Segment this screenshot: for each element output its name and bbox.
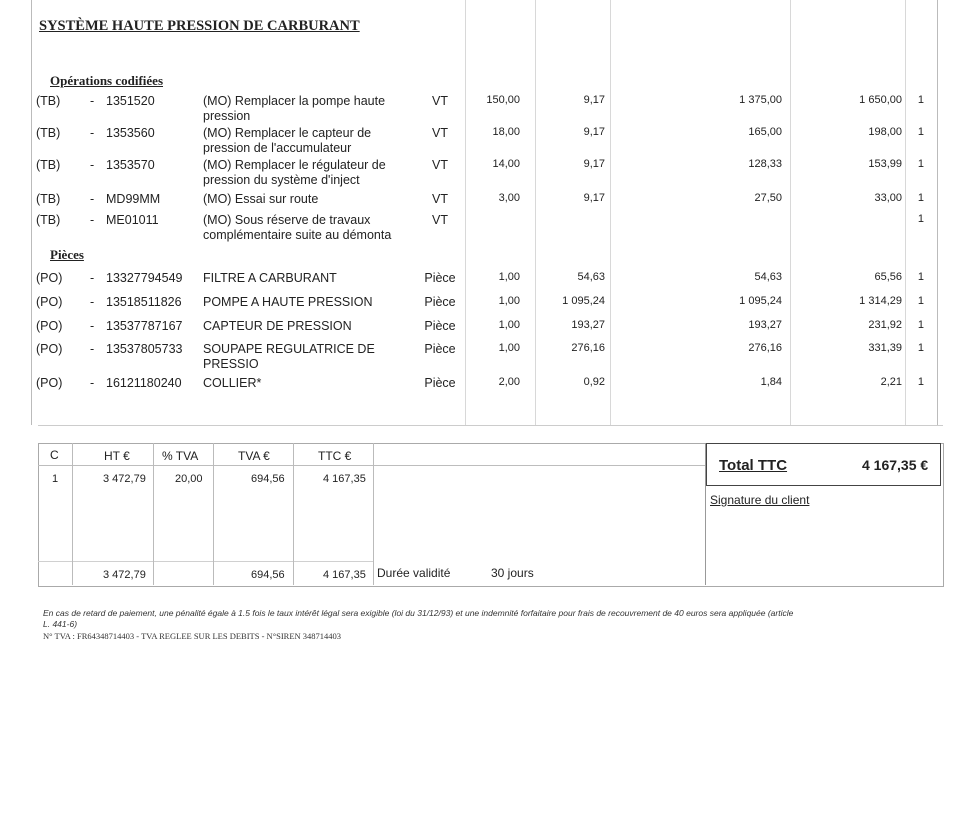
cell-ht: 27,50 [754, 192, 782, 204]
cell-pu: 1 095,24 [562, 295, 605, 307]
cell-dash: - [90, 295, 95, 309]
cell-type: (PO) [36, 376, 63, 390]
cell-unit: VT [432, 158, 448, 172]
cell-desc: (MO) Essai sur route [203, 192, 319, 206]
cell-code: 13327794549 [106, 271, 183, 285]
cell-qty: 150,00 [486, 94, 520, 106]
cell-ht: 54,63 [754, 271, 782, 283]
cell-ttc: 1 650,00 [859, 94, 902, 106]
col-sep [905, 0, 906, 425]
section-title: SYSTÈME HAUTE PRESSION DE CARBURANT [39, 18, 360, 34]
col-sep [790, 0, 791, 425]
cell-tva: 1 [917, 126, 924, 138]
validity-label: Durée validité [377, 566, 451, 580]
cell-tva: 1 [917, 342, 924, 354]
cell-qty: 1,00 [498, 271, 520, 283]
cell-dash: - [90, 376, 95, 390]
cell-pu: 9,17 [583, 94, 605, 106]
cell-qty: 1,00 [498, 319, 520, 331]
cell-pu: 276,16 [571, 342, 605, 354]
footer-line-1: En cas de retard de paiement, une pénalité égale à 1.5 fois le taux intérêt légal sera exigible (loi du 31/12/93) et une indemnité forfaitaire pour frais de recouvrement de 40 euros sera appliquée (article [43, 608, 794, 618]
cell-type: (TB) [36, 158, 61, 172]
cell-desc: (MO) Remplacer le régulateur de pression du système d'inject [203, 158, 386, 187]
cell-ht: 165,00 [748, 126, 782, 138]
cell-qty: 2,00 [498, 376, 520, 388]
signature-label: Signature du client [710, 493, 810, 507]
cell-unit: VT [432, 126, 448, 140]
totals-header-rule [38, 465, 706, 466]
col-sep [465, 0, 466, 425]
cell-type: (PO) [36, 342, 63, 356]
operations-heading: Opérations codifiées [50, 73, 164, 88]
cell-desc: (MO) Remplacer la pompe haute pression [203, 94, 386, 123]
cell-dash: - [90, 213, 95, 227]
totals-sum-rule [38, 561, 373, 562]
totals-header-pct: % TVA [162, 449, 199, 463]
totals-col-sep [213, 443, 214, 585]
cell-type: (PO) [36, 319, 63, 333]
totals-header-c: C [50, 448, 59, 462]
totals-col-sep [153, 443, 154, 585]
cell-code: 1353560 [106, 126, 155, 140]
totals-sum-tva: 694,56 [251, 569, 285, 581]
cell-desc: COLLIER* [203, 376, 262, 390]
totals-header-ttc: TTC € [318, 449, 352, 463]
col-sep [535, 0, 536, 425]
cell-type: (TB) [36, 213, 61, 227]
parts-heading: Pièces [50, 247, 84, 262]
cell-type: (TB) [36, 192, 61, 206]
cell-code: 1351520 [106, 94, 155, 108]
cell-ttc: 153,99 [868, 158, 902, 170]
cell-tva: 1 [917, 295, 924, 307]
cell-unit: Pièce [424, 271, 456, 285]
cell-dash: - [90, 342, 95, 356]
cell-ht: 128,33 [748, 158, 782, 170]
totals-top-rule [38, 425, 943, 426]
totals-row-ht: 3 472,79 [103, 473, 146, 485]
cell-dash: - [90, 158, 95, 172]
cell-code: 13537787167 [106, 319, 183, 333]
cell-unit: VT [432, 192, 448, 206]
cell-ttc: 2,21 [880, 376, 902, 388]
cell-tva: 1 [917, 271, 924, 283]
cell-unit: Pièce [424, 319, 456, 333]
cell-desc: FILTRE A CARBURANT [203, 271, 337, 285]
cell-tva: 1 [917, 192, 924, 204]
cell-type: (PO) [36, 271, 63, 285]
cell-dash: - [90, 271, 95, 285]
cell-dash: - [90, 94, 95, 108]
cell-dash: - [90, 126, 95, 140]
cell-tva: 1 [917, 94, 924, 106]
cell-type: (PO) [36, 295, 63, 309]
cell-ht: 1 375,00 [739, 94, 782, 106]
cell-pu: 54,63 [577, 271, 605, 283]
totals-row-ttc: 4 167,35 [323, 473, 366, 485]
frame-left-border [31, 0, 32, 425]
totals-col-sep [373, 443, 374, 585]
cell-ttc: 231,92 [868, 319, 902, 331]
totals-sum-ht: 3 472,79 [103, 569, 146, 581]
cell-type: (TB) [36, 94, 61, 108]
cell-ttc: 33,00 [874, 192, 902, 204]
total-ttc-value: 4 167,35 € [862, 457, 929, 473]
cell-tva: 1 [917, 213, 924, 225]
cell-code: 16121180240 [106, 376, 182, 390]
totals-row-pct: 20,00 [175, 473, 203, 485]
totals-row-tva: 694,56 [251, 473, 285, 485]
cell-qty: 3,00 [498, 192, 520, 204]
frame-right-border [937, 0, 938, 425]
cell-unit: VT [432, 213, 448, 227]
totals-header-tva: TVA € [238, 449, 270, 463]
cell-pu: 9,17 [583, 192, 605, 204]
cell-unit: Pièce [424, 376, 456, 390]
cell-type: (TB) [36, 126, 61, 140]
cell-pu: 0,92 [583, 376, 605, 388]
cell-pu: 9,17 [583, 126, 605, 138]
cell-ht: 193,27 [748, 319, 782, 331]
footer-line-3: N° TVA : FR64348714403 - TVA REGLEE SUR LES DEBITS - N°SIREN 348714403 [43, 631, 342, 641]
cell-desc: POMPE A HAUTE PRESSION [203, 295, 373, 309]
cell-qty: 1,00 [498, 295, 520, 307]
cell-pu: 193,27 [571, 319, 605, 331]
footer-line-2: L. 441-6) [43, 619, 78, 629]
cell-code: 1353570 [106, 158, 155, 172]
cell-ttc: 65,56 [874, 271, 902, 283]
cell-code: ME01011 [106, 213, 159, 227]
cell-code: MD99MM [106, 192, 161, 206]
cell-unit: VT [432, 94, 448, 108]
cell-tva: 1 [917, 319, 924, 331]
cell-desc: (MO) Sous réserve de travaux complémentaire suite au démonta [203, 213, 392, 242]
cell-desc: SOUPAPE REGULATRICE DE PRESSIO [203, 342, 375, 371]
col-sep [610, 0, 611, 425]
cell-code: 13518511826 [106, 295, 182, 309]
cell-dash: - [90, 192, 95, 206]
cell-ttc: 331,39 [868, 342, 902, 354]
cell-desc: (MO) Remplacer le capteur de pression de l'accumulateur [203, 126, 372, 155]
cell-ht: 276,16 [748, 342, 782, 354]
cell-pu: 9,17 [583, 158, 605, 170]
totals-row-c: 1 [52, 473, 59, 485]
totals-header-ht: HT € [104, 449, 130, 463]
total-ttc-label: Total TTC [719, 457, 788, 474]
cell-ht: 1,84 [760, 376, 782, 388]
cell-qty: 14,00 [492, 158, 520, 170]
cell-desc: CAPTEUR DE PRESSION [203, 319, 352, 333]
cell-unit: Pièce [424, 295, 456, 309]
cell-tva: 1 [917, 376, 924, 388]
totals-sum-ttc: 4 167,35 [323, 569, 366, 581]
cell-qty: 18,00 [492, 126, 520, 138]
cell-unit: Pièce [424, 342, 456, 356]
cell-tva: 1 [917, 158, 924, 170]
validity-value: 30 jours [491, 566, 534, 580]
cell-ttc: 1 314,29 [859, 295, 902, 307]
cell-ttc: 198,00 [868, 126, 902, 138]
totals-col-sep [293, 443, 294, 585]
cell-dash: - [90, 319, 95, 333]
cell-qty: 1,00 [498, 342, 520, 354]
cell-code: 13537805733 [106, 342, 183, 356]
cell-ht: 1 095,24 [739, 295, 782, 307]
totals-col-sep [72, 443, 73, 585]
